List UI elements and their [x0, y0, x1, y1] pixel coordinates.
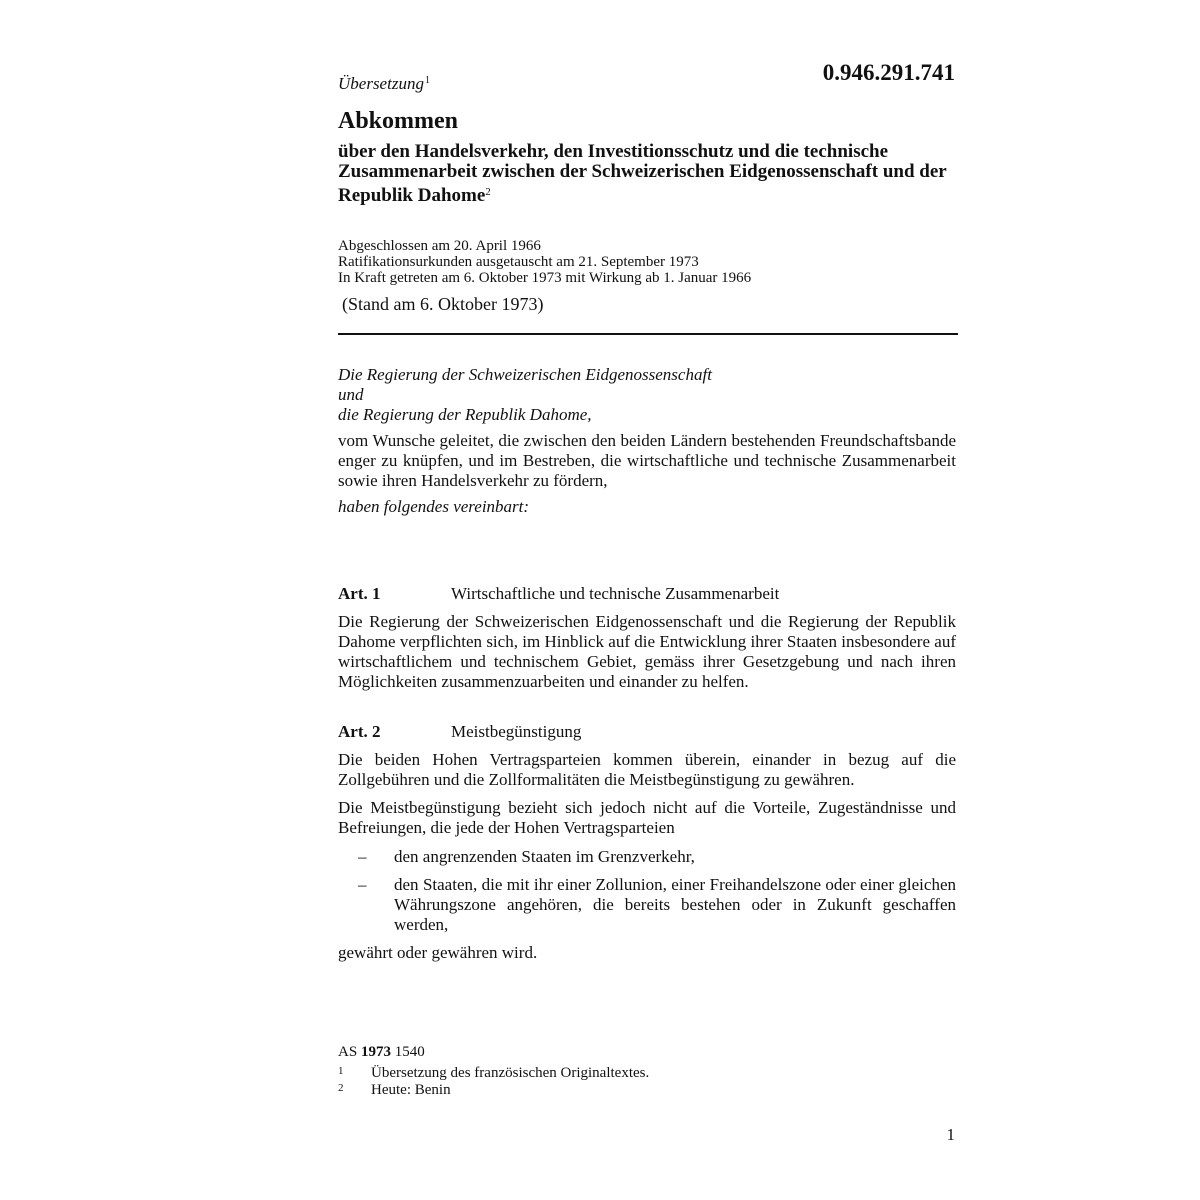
list-item-text: den Staaten, die mit ihr einer Zollunion, einer Freihandelszone oder einer gleichen Währungszone angehören, die bereits bestehen oder in Zukunft geschaffen werden, — [394, 875, 956, 934]
list-item-text: den angrenzenden Staaten im Grenzverkehr, — [394, 847, 695, 866]
article-2-closing: gewährt oder gewähren wird. — [338, 943, 538, 962]
document-meta — [338, 238, 751, 286]
as-year: 1973 — [360, 1044, 391, 1060]
preamble-recital: vom Wunsche geleitet, die zwischen den beiden Ländern bestehenden Freundschaftsbande enger zu knüpfen, und im Bestreben, die wirtschaftliche und technische Zusammenarbeit sowie ihren Handelsverkehr zu fördern, — [338, 431, 956, 490]
divider-rule — [338, 333, 958, 335]
article-1-header — [338, 584, 779, 604]
preamble — [338, 365, 956, 517]
article-2-paragraph-1: Die beiden Hohen Vertragsparteien kommen überein, einander in bezug auf die Zollgebühren und die Zollformalitäten die Meistbegünstigung zu gewähren. — [338, 750, 956, 789]
article-heading: Wirtschaftliche und technische Zusammenarbeit — [451, 584, 780, 603]
footnote-number: 2 — [338, 1082, 344, 1094]
document-title: Abkommen — [338, 108, 459, 134]
dash-marker: – — [358, 875, 367, 894]
footnote-text: Übersetzung des französischen Originaltextes. — [371, 1065, 650, 1081]
article-heading: Meistbegünstigung — [451, 722, 582, 741]
footnote-number: 1 — [338, 1065, 344, 1077]
preamble-party-2: die Regierung der Republik Dahome, — [338, 405, 592, 424]
as-prefix: AS — [338, 1044, 358, 1060]
sr-number: 0.946.291.741 — [822, 60, 955, 85]
as-page: 1540 — [394, 1044, 425, 1060]
article-number: Art. 1 — [338, 584, 381, 603]
footnote-text: Heute: Benin — [371, 1082, 451, 1098]
preamble-and: und — [338, 385, 364, 404]
translation-label-text: Übersetzung — [338, 74, 424, 93]
article-2-header — [338, 722, 581, 742]
footnote-ref-2[interactable]: 2 — [485, 186, 491, 198]
article-1-paragraph-1: Die Regierung der Schweizerischen Eidgenossenschaft und die Regierung der Republik Dahome verpflichten sich, im Hinblick auf die Entwicklung ihrer Staaten insbesondere auf wirtschaftlichem und technischem Gebiet, gemäss ihrer Gesetzgebung und nach ihren Möglichkeiten zusammenzuarbeiten und einander zu helfen. — [338, 612, 956, 691]
article-2-paragraph-2: Die Meistbegünstigung bezieht sich jedoch nicht auf die Vorteile, Zugeständnisse und Befreiungen, die jede der Hohen Vertragsparteien — [338, 798, 956, 837]
preamble-party-1: Die Regierung der Schweizerischen Eidgenossenschaft — [338, 365, 712, 384]
article-number: Art. 2 — [338, 722, 381, 741]
status-date: (Stand am 6. Oktober 1973) — [342, 294, 544, 314]
preamble-agreed: haben folgendes vereinbart: — [338, 497, 530, 516]
footnote-ref-1[interactable]: 1 — [424, 75, 430, 86]
translation-label — [338, 74, 430, 94]
in-force-date: In Kraft getreten am 6. Oktober 1973 mit Wirkung ab 1. Januar 1966 — [338, 270, 752, 286]
document-subtitle — [338, 142, 958, 206]
page-number: 1 — [946, 1125, 955, 1144]
official-collection-ref — [338, 1044, 425, 1061]
concluded-date: Abgeschlossen am 20. April 1966 — [338, 238, 541, 254]
dash-marker: – — [358, 847, 367, 866]
document-subtitle-text: über den Handelsverkehr, den Investitionsschutz und die technische Zusammenarbeit zwischen der Schweizerischen Eidgenossenschaft und der Republik Dahome — [338, 141, 947, 206]
ratification-date: Ratifikationsurkunden ausgetauscht am 21. September 1973 — [338, 254, 699, 270]
